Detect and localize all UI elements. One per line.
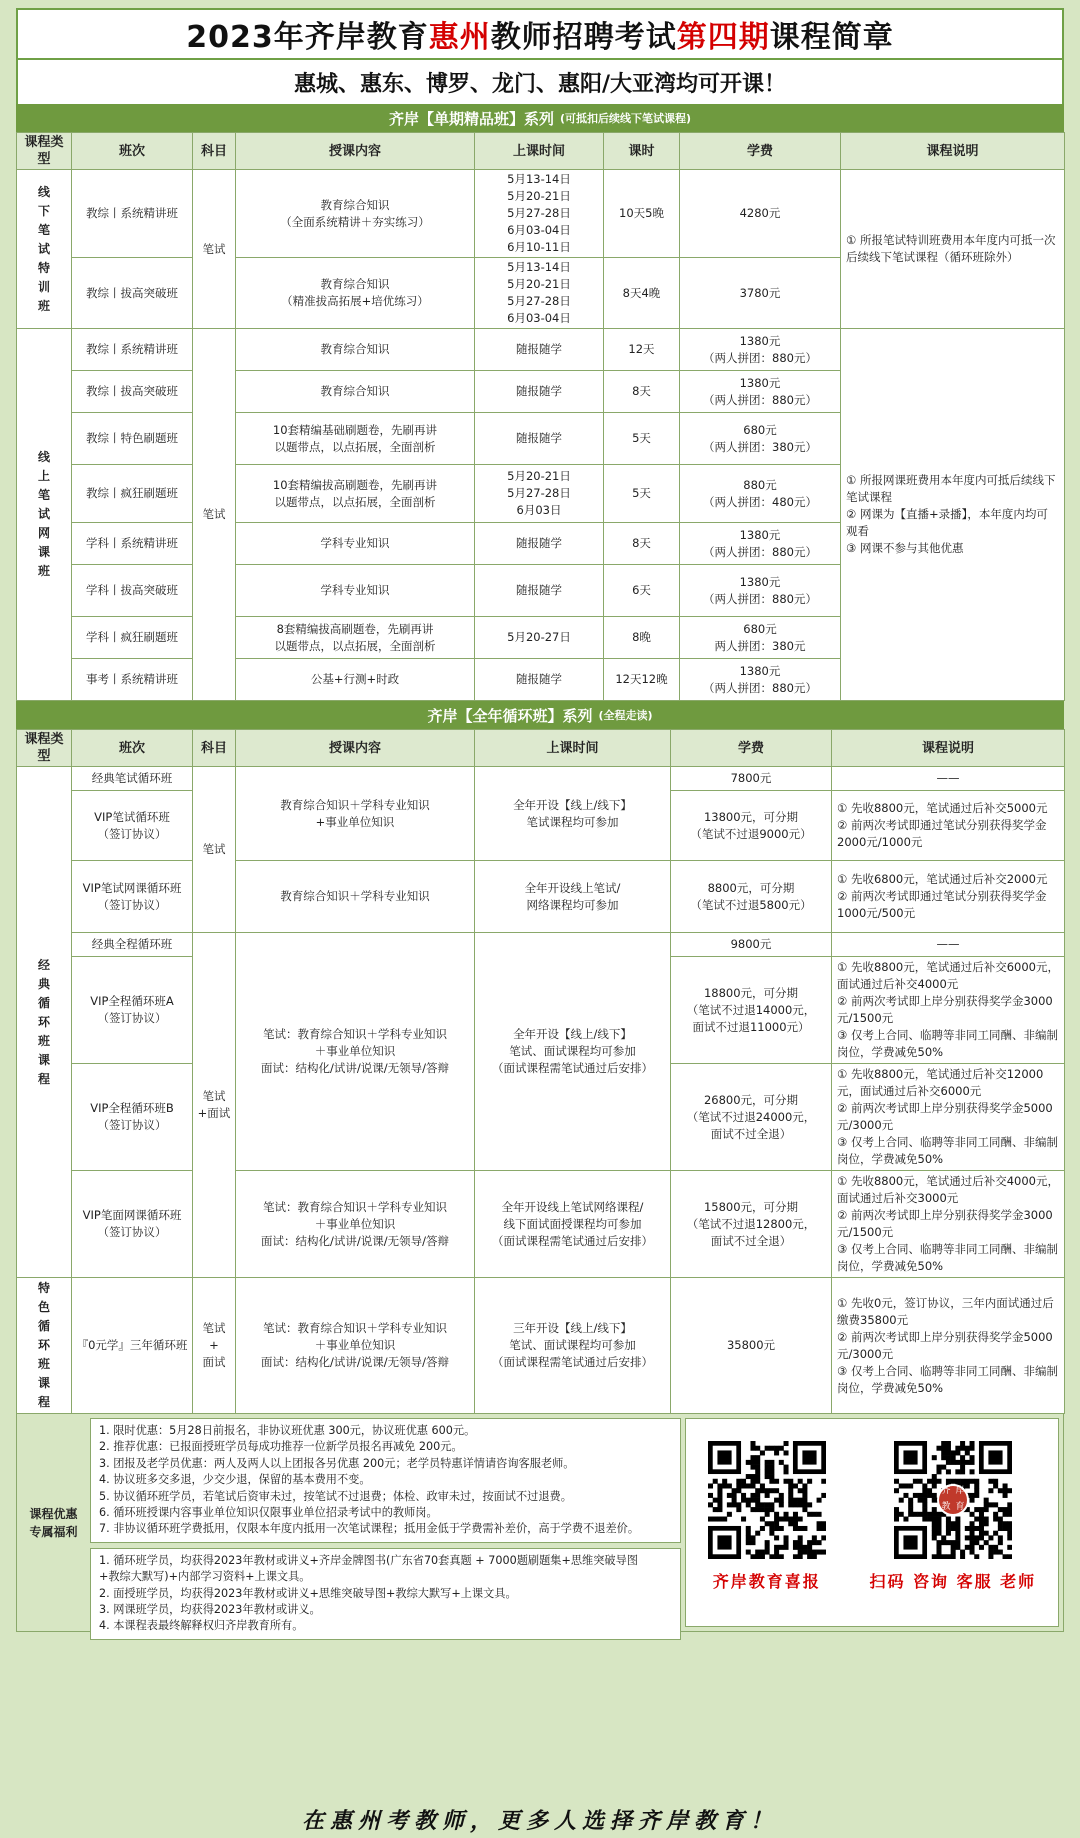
cell-line: 6月03-04日 (507, 311, 571, 325)
cell-line: 13800元，可分期 (703, 809, 799, 824)
cell-line: （签订协议） (97, 897, 167, 912)
cell-line: 教综丨疯狂刷题班 (86, 486, 178, 500)
note (832, 1064, 1065, 1171)
cell-line: （面试课程需笔试通过后安排） (492, 1355, 653, 1369)
cell-line: 10套精编基础刷题卷，先刷再讲 (272, 422, 438, 437)
single-course-table (16, 132, 1065, 701)
fee (671, 1171, 832, 1278)
note (832, 933, 1065, 957)
subject (193, 767, 236, 933)
fee (680, 413, 841, 465)
cell-line: 学科丨疯狂刷题班 (86, 630, 178, 644)
cell-line: 全年开设【线上/线下】 (513, 1027, 632, 1041)
svg-text:岸: 岸 (955, 1486, 965, 1496)
cell-line: 以题带点，以点拓展，全面剖析 (274, 638, 436, 653)
fee (680, 371, 841, 413)
hours-text: 10天5晚 (619, 206, 664, 220)
cell-line: 教综丨拔高突破班 (86, 285, 178, 300)
cell-line: ① 先收6800元，笔试通过后补交2000元 (837, 872, 1048, 886)
cell-line: 教综丨系统精讲班 (86, 206, 178, 220)
benefit-item: 6. 循环班授课内容事业单位知识仅限事业单位招录考试中的教师岗。 (99, 1506, 438, 1520)
cell-line: （笔试不过退12800元， (686, 1216, 816, 1231)
benefits-label: 课程优惠专属福利 (29, 1506, 78, 1539)
class-name (72, 957, 193, 1064)
benefits-lists (90, 1414, 685, 1631)
benefit-item: 1. 限时优惠：5月28日前报名，非协议班优惠 300元，协议班优惠 600元。 (99, 1424, 476, 1437)
cell-line: （两人拼团：880元） (703, 680, 817, 695)
cell-line: 面试 (202, 1355, 226, 1369)
cell-line: ① 先收8800元，笔试通过后补交4000元，面试通过后补交3000元 (837, 1174, 1059, 1205)
class-name (72, 413, 193, 465)
cell-line: 1380元 (739, 527, 781, 542)
table-row (17, 170, 1065, 258)
class-name (72, 565, 193, 617)
content (236, 413, 475, 465)
cell-line: 教育综合知识 (320, 277, 390, 291)
cell-line: 公基+行测+时政 (310, 672, 400, 686)
fee (680, 329, 841, 371)
cell-line: 线下面试面授课程均可参加 (503, 1216, 642, 1231)
class-name (72, 371, 193, 413)
cell-line: 面试：结构化/试讲/说课/无领导/答辩 (261, 1233, 449, 1248)
fee (680, 617, 841, 659)
cell-line: 学科丨系统精讲班 (86, 536, 178, 550)
content (236, 258, 475, 329)
hours (604, 465, 680, 523)
note (832, 791, 1065, 861)
content (236, 170, 475, 258)
cell-line: ＋事业单位知识 (314, 1216, 396, 1231)
table-row (17, 767, 1065, 791)
class-name (72, 1064, 193, 1171)
cell-line: （笔试不过退14000元， (686, 1002, 816, 1017)
note (832, 957, 1065, 1064)
cell-text: 特色循环班课程 (37, 1281, 50, 1409)
class-name (72, 791, 193, 861)
cell-text: 经典循环班课程 (37, 957, 50, 1086)
benefit-item: 3. 团报及老学员优惠：两人及两人以上团报各另优惠 200元；老学员特惠详情请咨询客服老师。 (99, 1456, 575, 1470)
gift-list (90, 1548, 681, 1640)
cell-line: 笔试：教育综合知识＋学科专业知识 (263, 1321, 447, 1335)
cell-line: 5月20-27日 (507, 630, 571, 644)
cell-line: 880元 (743, 477, 777, 492)
plus-sign: + (209, 1338, 219, 1352)
schedule (475, 523, 604, 565)
cell-line: （全面系统精讲＋夯实练习） (280, 214, 430, 229)
svg-text:教: 教 (941, 1502, 951, 1512)
class-name (72, 659, 193, 701)
fee (671, 957, 832, 1064)
course-type (17, 329, 72, 701)
schedule (475, 329, 604, 371)
cell-line: 1380元 (739, 574, 781, 589)
cell-line: 26800元，可分期 (703, 1092, 799, 1107)
cell-line: （笔试不过退24000元， (686, 1109, 816, 1124)
hours (604, 413, 680, 465)
benefit-item: +教综大默写)+内部学习资料+上课文具。 (99, 1570, 311, 1584)
content (236, 1278, 475, 1414)
qr-service[interactable]: 齐 岸 教 育 扫码 咨询 客服 老师 (869, 1441, 1036, 1592)
hours-text: 8天4晚 (622, 285, 661, 300)
table-row (17, 933, 1065, 957)
cell-line: 8800元，可分期 (707, 880, 795, 895)
cell-line: VIP全程循环班B (90, 1101, 174, 1115)
cell-line: 随报随学 (516, 384, 562, 398)
table-row (17, 1171, 1065, 1278)
cell-line: 笔试、面试课程均可参加 (509, 1338, 636, 1352)
fee (671, 933, 832, 957)
cell-line: 5月27-28日 (507, 294, 571, 308)
fee (680, 523, 841, 565)
cell-line: ② 前两次考试即通过笔试分别获得奖学金2000元/1000元 (837, 818, 1047, 849)
fee (680, 565, 841, 617)
cell-line: 学科专业知识 (320, 583, 390, 597)
annual-course-table (16, 729, 1065, 1414)
course-type (17, 1278, 72, 1414)
cell-line: ① 先收8800元，笔试通过后补交5000元 (837, 801, 1048, 815)
fee (680, 258, 841, 329)
cell-line: 5月20-21日 (507, 277, 571, 291)
content (236, 329, 475, 371)
annual-table-header: 课程类型 班次 科目 授课内容 上课时间 学费 课程说明 (17, 730, 1065, 767)
cell-line: （两人拼团：880元） (703, 350, 817, 365)
hours (604, 565, 680, 617)
benefit-item: 2. 面授班学员，均获得2023年教材或讲义+思维突破导图+教综大默写+上课文具。 (99, 1586, 517, 1600)
cell-line: （签订协议） (97, 1011, 167, 1025)
schedule (475, 258, 604, 329)
content (236, 465, 475, 523)
hours-text: 8天 (632, 384, 651, 398)
class-name (72, 170, 193, 258)
class-name (72, 767, 193, 791)
cell-line: 教育综合知识 (320, 197, 390, 212)
hours (604, 371, 680, 413)
benefits-section (16, 1414, 1064, 1632)
cell-line: 随报随学 (516, 672, 562, 686)
schedule (475, 170, 604, 258)
cell-line: 事考丨系统精讲班 (86, 672, 178, 686)
cell-line: （两人拼团：880元） (703, 591, 817, 606)
cell-line: 6月03-04日 (507, 223, 571, 237)
note (832, 861, 1065, 933)
cell-line: VIP笔试循环班 (94, 809, 170, 824)
class-name (72, 523, 193, 565)
cell-line: 随报随学 (516, 583, 562, 597)
subject (193, 1278, 236, 1414)
cell-line: 9800元 (730, 937, 772, 951)
class-name (72, 329, 193, 371)
hours-text: 5天 (632, 486, 651, 500)
cell-line: ② 前两次考试即通过笔试分别获得奖学金1000元/500元 (837, 889, 1047, 920)
cell-line: 5月13-14日 (507, 260, 571, 274)
content (236, 617, 475, 659)
cell-line: 笔试：教育综合知识＋学科专业知识 (263, 1027, 447, 1041)
cell-line: 笔试课程均可参加 (526, 814, 619, 829)
cell-line: 教综丨特色刷题班 (86, 431, 178, 445)
cell-line: 随报随学 (516, 536, 562, 550)
cell-line: 教育综合知识＋学科专业知识 (280, 797, 430, 812)
schedule (475, 565, 604, 617)
fee (671, 791, 832, 861)
course-type (17, 170, 72, 329)
hours (604, 523, 680, 565)
cell-line: ① 先收8800元，笔试通过后补交6000元，面试通过后补交4000元 (837, 960, 1059, 991)
cell-line: 面试不过退11000元） (692, 1019, 810, 1034)
cell-line: 『0元学』三年循环班 (76, 1338, 188, 1352)
cell-line: 以题带点，以点拓展，全面剖析 (274, 494, 436, 509)
class-name (72, 258, 193, 329)
content (236, 565, 475, 617)
cell-line: 两人拼团：380元 (714, 638, 806, 653)
cell-line: （笔试不过退5800元） (690, 897, 812, 912)
cell-line: 1380元 (739, 375, 781, 390)
cell-line: ② 前两次考试即上岸分别获得奖学金5000元/3000元 (837, 1101, 1053, 1132)
page-title: 2023年齐岸教育 惠州 教师招聘考试 第四期 课程简章 (16, 8, 1064, 60)
cell-line: 35800元 (726, 1338, 776, 1352)
cell-line: 5月20-21日 (507, 189, 571, 203)
benefit-item: 4. 本课程表最终解释权归齐岸教育所有。 (99, 1619, 304, 1633)
cell-line: 笔试、面试课程均可参加 (509, 1044, 636, 1058)
benefit-item: 5. 协议循环班学员，若笔试后资审未过，按笔试不过退费；体检、政审未过，按面试不过退费。 (99, 1489, 572, 1503)
content (236, 523, 475, 565)
cell-line: （签订协议） (97, 826, 167, 841)
cell-line: 教育综合知识 (320, 342, 390, 356)
note (832, 767, 1065, 791)
schedule (475, 767, 671, 861)
benefit-item: 3. 网课班学员，均获得2023年教材或讲义。 (99, 1603, 321, 1617)
cell-line: 5月27-28日 (507, 486, 571, 500)
cell-line: —— (936, 937, 960, 951)
cell-line: 全年开设线上笔试/ (524, 880, 621, 895)
cell-line: 笔试 (202, 241, 226, 256)
cell-line: 笔试 (202, 507, 226, 521)
cell-line: ＋事业单位知识 (314, 1338, 396, 1352)
note (832, 1278, 1065, 1414)
class-name (72, 933, 193, 957)
cell-line: 全年开设【线上/线下】 (513, 797, 632, 812)
schedule (475, 371, 604, 413)
qr-code-icon[interactable] (708, 1441, 826, 1559)
footer-slogan: 在惠州考教师，更多人选择齐岸教育！ (301, 1808, 778, 1834)
fee (680, 465, 841, 523)
cell-line: （签订协议） (97, 1225, 167, 1239)
note (841, 170, 1065, 329)
benefit-item: 7. 非协议循环班学费抵用，仅限本年度内抵用一次笔试课程；抵用金低于学费需补差价，高于学费不退差价。 (99, 1522, 640, 1536)
benefit-item: 1. 循环班学员，均获得2023年教材或讲义+齐岸金牌图书(广东省70套真题 + 7000题刷题集+思维突破导图 (99, 1553, 638, 1567)
schedule (475, 1278, 671, 1414)
cell-line: （笔试不过退9000元） (690, 826, 812, 841)
discount-list (90, 1418, 681, 1543)
cell-line: 8套精编拔高刷题卷，先刷再讲 (276, 621, 434, 636)
class-name (72, 1171, 193, 1278)
cell-line: 笔试 (202, 1321, 226, 1335)
cell-line: 教综丨系统精讲班 (86, 342, 178, 356)
cell-line: ③ 仅考上合同、临聘等非同工同酬、非编制岗位，学费减免50% (837, 1242, 1058, 1273)
note (832, 1171, 1065, 1278)
table-row (17, 861, 1065, 933)
cell-line: ① 所报笔试特训班费用本年度内可抵一次后续线下笔试课程（循环班除外） (846, 233, 1056, 264)
cell-text: 线上笔试网课班 (37, 450, 50, 578)
cell-line: 经典笔试循环班 (91, 771, 173, 785)
hours (604, 659, 680, 701)
schedule (475, 465, 604, 523)
cell-line: （面试课程需笔试通过后安排） (492, 1061, 653, 1075)
cell-line: 笔试+面试 (197, 1089, 231, 1120)
cell-line: （签订协议） (97, 1118, 167, 1132)
fee (671, 767, 832, 791)
annual-series-header: 齐岸【全年循环班】系列 (全程走读) (16, 701, 1064, 729)
schedule (475, 1171, 671, 1278)
qr-codes (685, 1418, 1059, 1627)
cell-line: 680元 (743, 422, 777, 437)
class-name (72, 861, 193, 933)
cell-line: ① 所报网课班费用本年度内可抵后续线下笔试课程 (846, 473, 1056, 504)
cell-line: VIP笔试网课循环班 (82, 880, 182, 895)
cell-line: 三年开设【线上/线下】 (513, 1321, 632, 1335)
hours (604, 258, 680, 329)
cell-line: ③ 仅考上合同、临聘等非同工同酬、非编制岗位，学费减免50% (837, 1028, 1058, 1059)
cell-line: ① 先收8800元，笔试通过后补交12000元，面试通过后补交6000元 (837, 1067, 1044, 1098)
page-subtitle: 惠城、惠东、博罗、龙门、惠阳/大亚湾均可开课！ (16, 60, 1064, 104)
cell-line: 教综丨拔高突破班 (86, 384, 178, 398)
cell-line: 6月10-11日 (507, 240, 571, 254)
hours-text: 8天 (632, 536, 651, 550)
subject (193, 329, 236, 701)
class-name (72, 617, 193, 659)
schedule (475, 659, 604, 701)
fee (671, 1278, 832, 1414)
cell-line: ② 前两次考试即上岸分别获得奖学金5000元/3000元 (837, 1329, 1053, 1361)
cell-line: 面试不过全退） (710, 1233, 792, 1248)
content (236, 371, 475, 413)
single-table-header: 课程类型 班次 科目 授课内容 上课时间 课时 学费 课程说明 (17, 133, 1065, 170)
cell-line: 以题带点，以点拓展，全面剖析 (274, 439, 436, 454)
qr-news[interactable]: 齐岸教育喜报 (708, 1441, 826, 1592)
fee (680, 659, 841, 701)
cell-line: 6月03日 (516, 503, 562, 517)
content (236, 767, 475, 861)
cell-line: 1380元 (739, 663, 781, 678)
subject (193, 170, 236, 329)
cell-line: 680元 (743, 621, 777, 636)
content (236, 1171, 475, 1278)
fee (671, 1064, 832, 1171)
cell-line: 学科专业知识 (320, 536, 390, 550)
cell-line: （精准拔高拓展+培优练习） (281, 294, 429, 308)
cell-line: —— (936, 771, 960, 785)
cell-line: 3780元 (739, 285, 781, 300)
hours-text: 12天12晚 (615, 672, 668, 686)
class-name (72, 1278, 193, 1414)
cell-line: 教育综合知识＋学科专业知识 (280, 889, 430, 903)
fee (671, 861, 832, 933)
cell-line: 学科丨拔高突破班 (86, 583, 178, 597)
cell-text: 线下笔试特训班 (37, 184, 50, 313)
cell-line: +事业单位知识 (315, 814, 395, 829)
content (236, 659, 475, 701)
course-type (17, 767, 72, 1278)
cell-line: ① 先收0元，签订协议，三年内面试通过后缴费35800元 (837, 1295, 1054, 1327)
cell-line: 5月27-28日 (507, 206, 571, 220)
cell-line: 7800元 (730, 771, 772, 785)
cell-line: 面试：结构化/试讲/说课/无领导/答辩 (261, 1355, 449, 1369)
benefit-item: 4. 协议班多交多退，少交少退，保留的基本费用不变。 (99, 1473, 371, 1487)
cell-line: ③ 网课不参与其他优惠 (846, 541, 964, 555)
content (236, 933, 475, 1171)
svg-text:齐: 齐 (941, 1486, 951, 1496)
cell-line: 5月13-14日 (507, 172, 571, 186)
cell-line: 18800元，可分期 (703, 985, 799, 1000)
schedule (475, 413, 604, 465)
cell-line: （两人拼团：480元） (703, 494, 817, 509)
qr-code-icon[interactable] (894, 1441, 1012, 1559)
cell-line: 15800元，可分期 (703, 1199, 799, 1214)
cell-line: 4280元 (739, 206, 781, 220)
schedule (475, 617, 604, 659)
hours-text: 8晚 (632, 630, 651, 644)
cell-line: 随报随学 (516, 431, 562, 445)
cell-line: 网络课程均可参加 (526, 897, 619, 912)
benefit-item: 2. 推荐优惠：已报面授班学员每成功推荐一位新学员报名再减免 200元。 (99, 1440, 463, 1454)
cell-line: ② 前两次考试即上岸分别获得奖学金3000元/1500元 (837, 1208, 1053, 1239)
fee (680, 170, 841, 258)
note (841, 329, 1065, 701)
cell-line: （两人拼团：380元） (703, 439, 817, 454)
hours (604, 329, 680, 371)
schedule (475, 933, 671, 1171)
cell-line: 5月20-21日 (507, 469, 571, 483)
hours-text: 12天 (628, 342, 655, 356)
class-name (72, 465, 193, 523)
svg-text:育: 育 (955, 1502, 965, 1512)
cell-line: 面试：结构化/试讲/说课/无领导/答辩 (261, 1061, 449, 1075)
cell-line: 经典全程循环班 (91, 937, 173, 951)
cell-line: 10套精编拔高刷题卷，先刷再讲 (272, 477, 438, 492)
subject (193, 933, 236, 1278)
cell-line: VIP全程循环班A (90, 994, 174, 1008)
cell-line: VIP笔面网课循环班 (82, 1208, 182, 1222)
cell-line: 面试不过全退） (710, 1126, 792, 1141)
hours-text: 6天 (632, 583, 651, 597)
cell-line: ＋事业单位知识 (314, 1044, 396, 1058)
schedule (475, 861, 671, 933)
cell-line: 笔试：教育综合知识＋学科专业知识 (263, 1199, 447, 1214)
cell-line: 1380元 (739, 333, 781, 348)
cell-line: ③ 仅考上合同、临聘等非同工同酬、非编制岗位，学费减免50% (837, 1363, 1058, 1395)
cell-line: 教育综合知识 (320, 384, 390, 398)
single-series-header: 齐岸【单期精品班】系列 (可抵扣后续线下笔试课程) (16, 104, 1064, 132)
cell-line: ② 网课为【直播+录播】，本年度内均可观看 (846, 507, 1048, 538)
hours-text: 5天 (632, 431, 651, 445)
cell-line: ③ 仅考上合同、临聘等非同工同酬、非编制岗位，学费减免50% (837, 1135, 1058, 1166)
hours (604, 617, 680, 659)
cell-line: ② 前两次考试即上岸分别获得奖学金3000元/1500元 (837, 994, 1053, 1025)
table-row (17, 329, 1065, 371)
cell-line: （两人拼团：880元） (703, 392, 817, 407)
cell-line: （两人拼团：880元） (703, 544, 817, 559)
content (236, 861, 475, 933)
cell-line: 全年开设线上笔试网络课程/ (501, 1199, 644, 1214)
cell-line: （面试课程需笔试通过后安排） (492, 1233, 653, 1248)
hours (604, 170, 680, 258)
cell-line: 随报随学 (516, 342, 562, 356)
cell-line: 笔试 (202, 842, 226, 856)
table-row (17, 1278, 1065, 1414)
